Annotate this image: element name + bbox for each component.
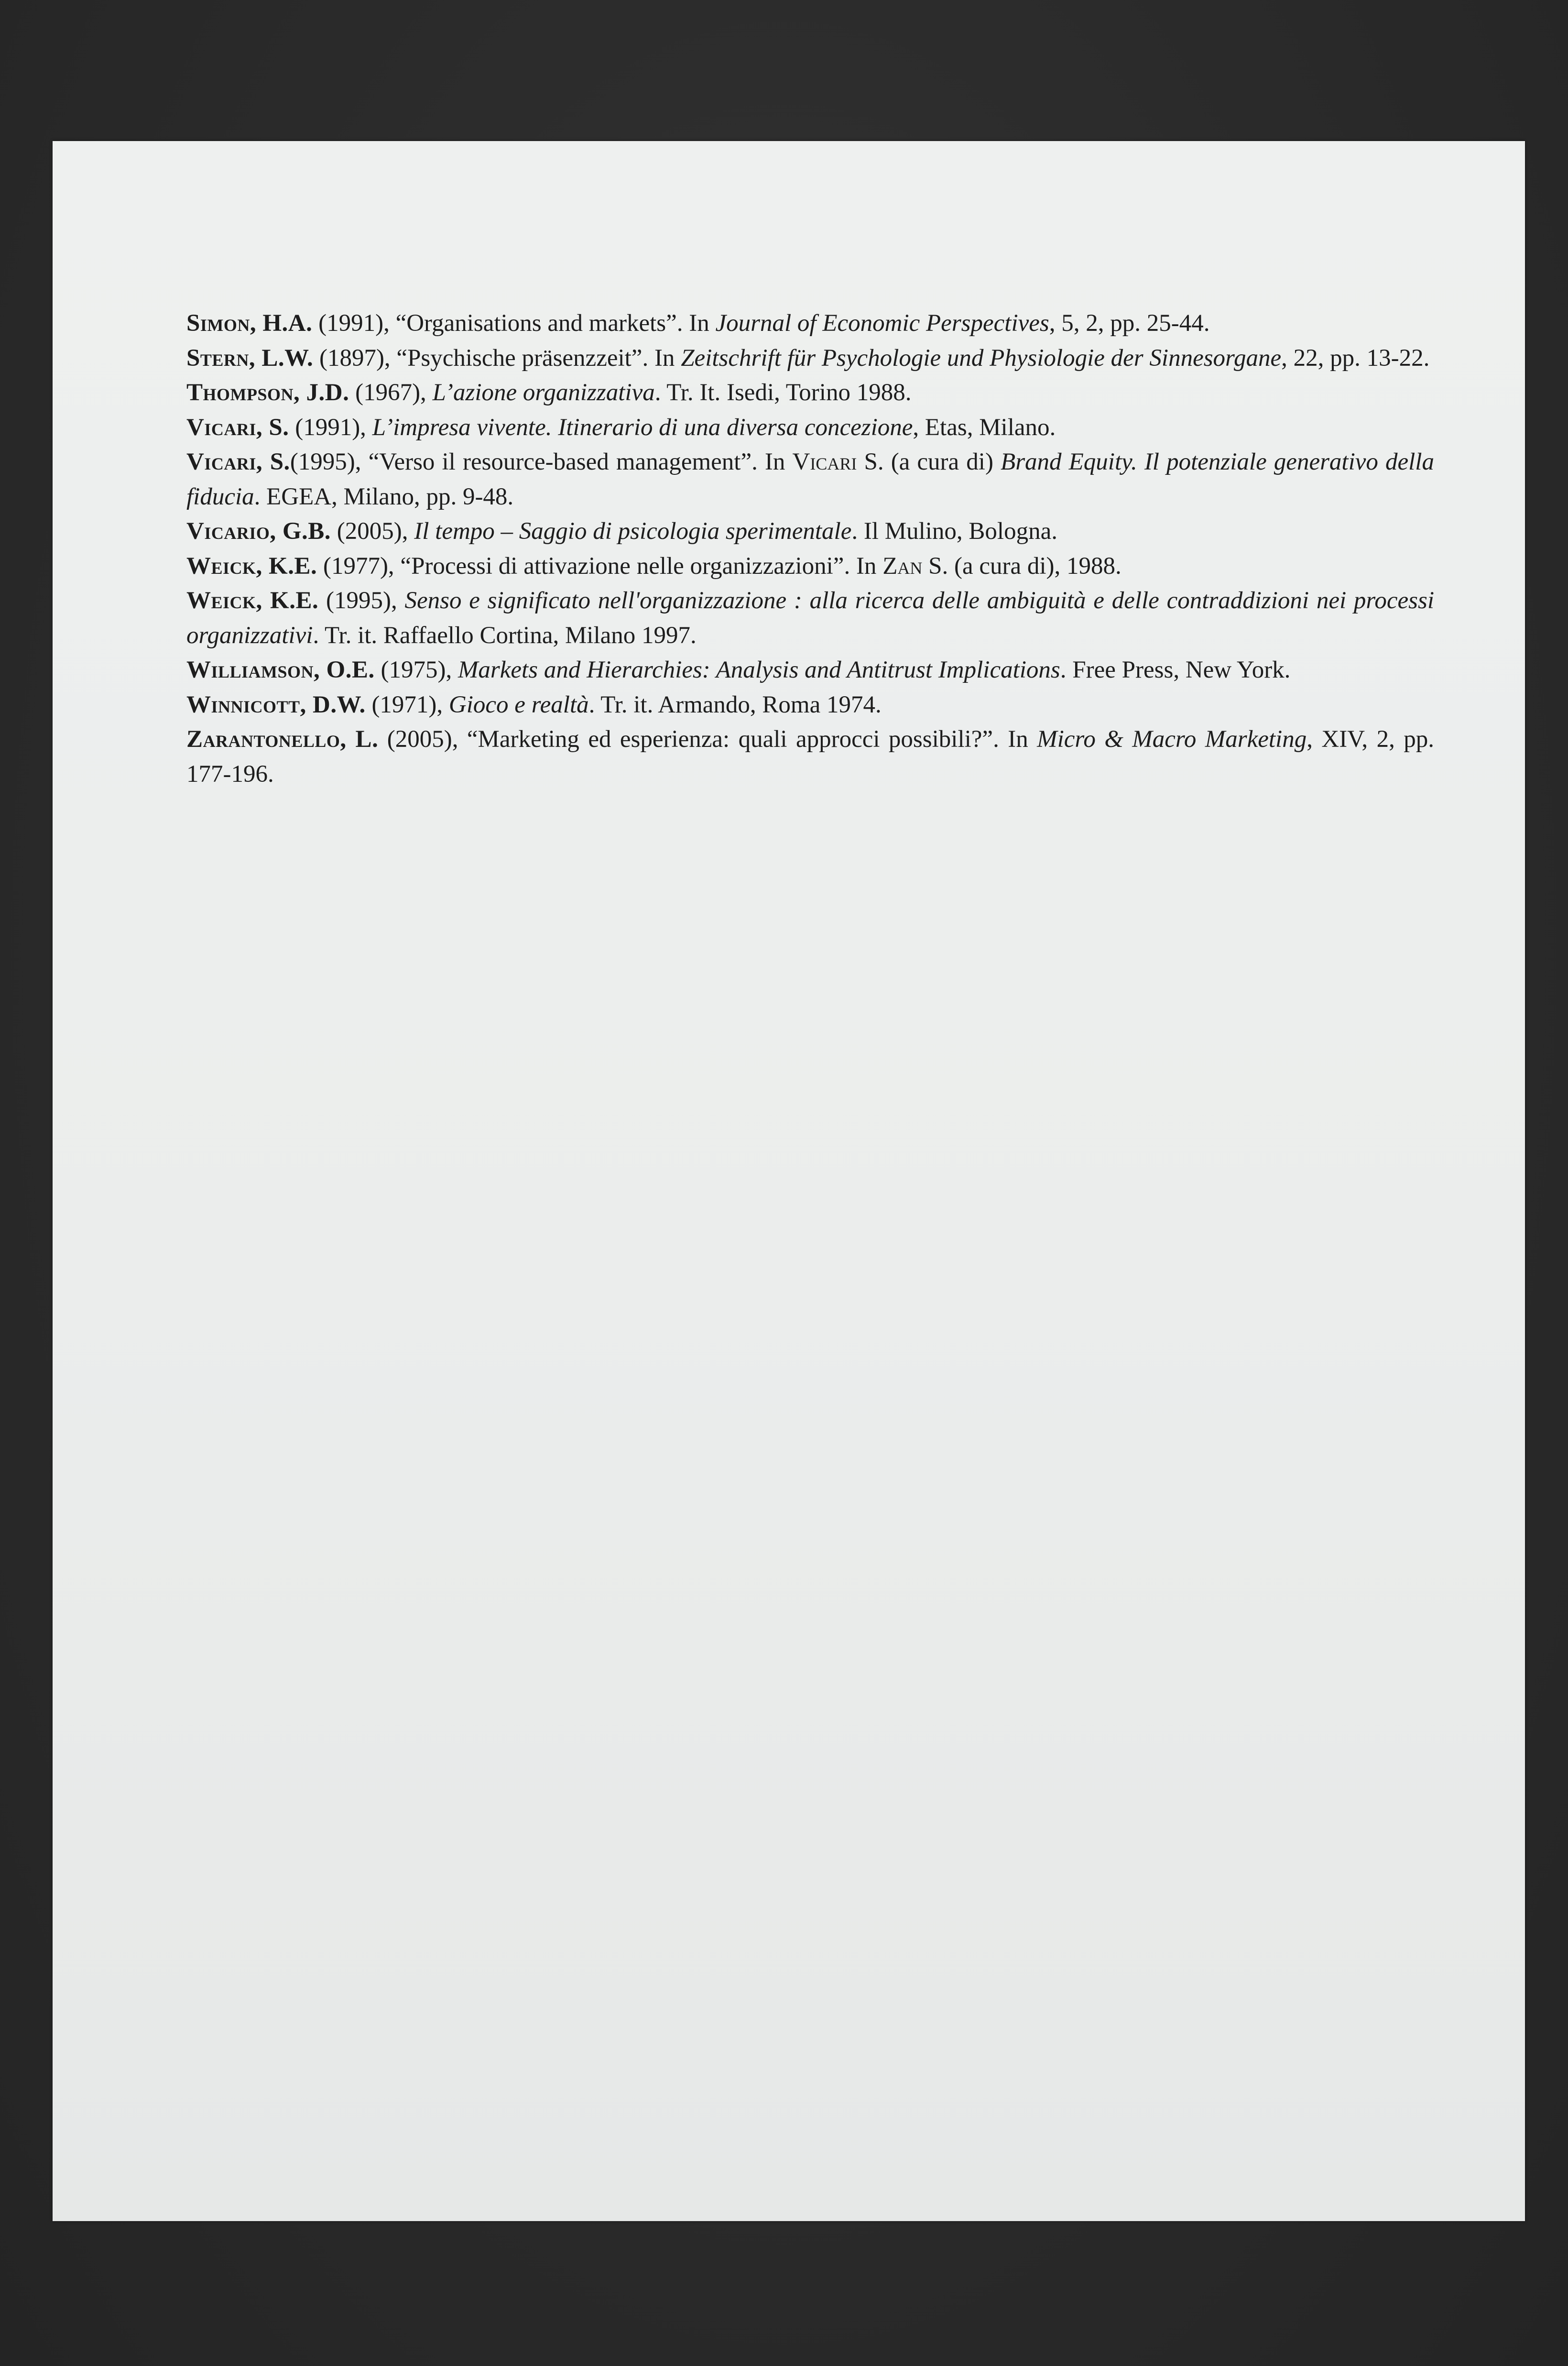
reference-title: Micro & Macro Marketing [1037,726,1307,753]
reference-text: (1991), [289,414,372,441]
reference-text: (1975), [374,657,458,683]
reference-list [186,306,1434,791]
reference-text: (1995), [318,587,405,614]
reference-text: (1991), “Organisations and markets”. In [312,310,716,337]
reference-title: Zeitschrift für Psychologie und Physiologie der Sinnesorgane [681,344,1282,372]
reference-author: Vicari, S. [186,449,290,475]
reference-entry [186,341,1434,376]
reference-author: Simon, H.A. [186,310,313,337]
reference-text: S. (a cura di), 1988. [922,552,1122,580]
reference-author: Weick, K.E. [186,587,319,614]
reference-text: (1971), [365,691,449,718]
reference-entry [186,514,1434,549]
reference-text: . Tr. it. Raffaello Cortina, Milano 1997. [313,622,697,649]
reference-text: , Etas, Milano. [913,414,1056,441]
reference-title: L’azione organizzativa [432,379,655,406]
reference-text: (1977), “Processi di attivazione nelle organizzazioni”. In [317,552,883,580]
reference-text: . EGEA, Milano, pp. 9-48. [254,483,514,510]
reference-entry [186,653,1434,688]
reference-title: Brand Equity. Il potenziale generativo della fiducia [186,449,1434,510]
reference-title: Journal of Economic Perspectives [715,310,1049,337]
reference-text: , XIV, 2, pp. 177-196. [186,726,1434,788]
reference-entry [186,549,1434,584]
reference-title: Il tempo – Saggio di psicologia sperimentale [414,518,852,545]
reference-editor: Vicari [792,449,857,475]
reference-entry [186,375,1434,410]
reference-text: . Il Mulino, Bologna. [851,518,1057,545]
reference-author: Weick, K.E. [186,552,317,580]
reference-text: , 5, 2, pp. 25-44. [1049,310,1210,337]
reference-text: (1995), “Verso il resource-based management”. In [290,449,793,475]
reference-entry [186,722,1434,791]
reference-author: Stern, L.W. [186,344,314,372]
reference-author: Zarantonello, L. [186,726,379,753]
reference-author: Vicari, S. [186,414,289,441]
reference-author: Thompson, J.D. [186,379,349,406]
reference-entry [186,688,1434,723]
reference-text: . Tr. It. Isedi, Torino 1988. [654,379,912,406]
reference-text: , 22, pp. 13-22. [1281,344,1430,372]
reference-author: Williamson, O.E. [186,657,375,683]
paper-sheet [53,141,1525,2221]
reference-entry [186,410,1434,445]
reference-text: (2005), [331,518,414,545]
reference-title: Markets and Hierarchies: Analysis and Antitrust Implications [457,657,1060,683]
reference-text: (2005), “Marketing ed esperienza: quali approcci possibili?”. In [378,726,1037,753]
reference-text: (1967), [349,379,433,406]
reference-entry [186,583,1434,653]
reference-author: Vicario, G.B. [186,518,331,545]
reference-text: (1897), “Psychische präsenzzeit”. In [313,344,681,372]
reference-text: S. (a cura di) [857,449,1001,475]
reference-title: Senso e significato nell'organizzazione : alla ricerca delle ambiguità e delle contraddizioni nei processi organizzativi [186,587,1435,649]
reference-text: . Tr. it. Armando, Roma 1974. [588,691,882,718]
reference-title: L’impresa vivente. Itinerario di una diversa concezione [372,414,913,441]
reference-author: Winnicott, D.W. [186,691,366,718]
reference-entry [186,445,1434,514]
reference-text: . Free Press, New York. [1060,657,1291,683]
reference-entry [186,306,1434,341]
reference-title: Gioco e realtà [448,691,589,718]
reference-editor: Zan [882,552,923,580]
